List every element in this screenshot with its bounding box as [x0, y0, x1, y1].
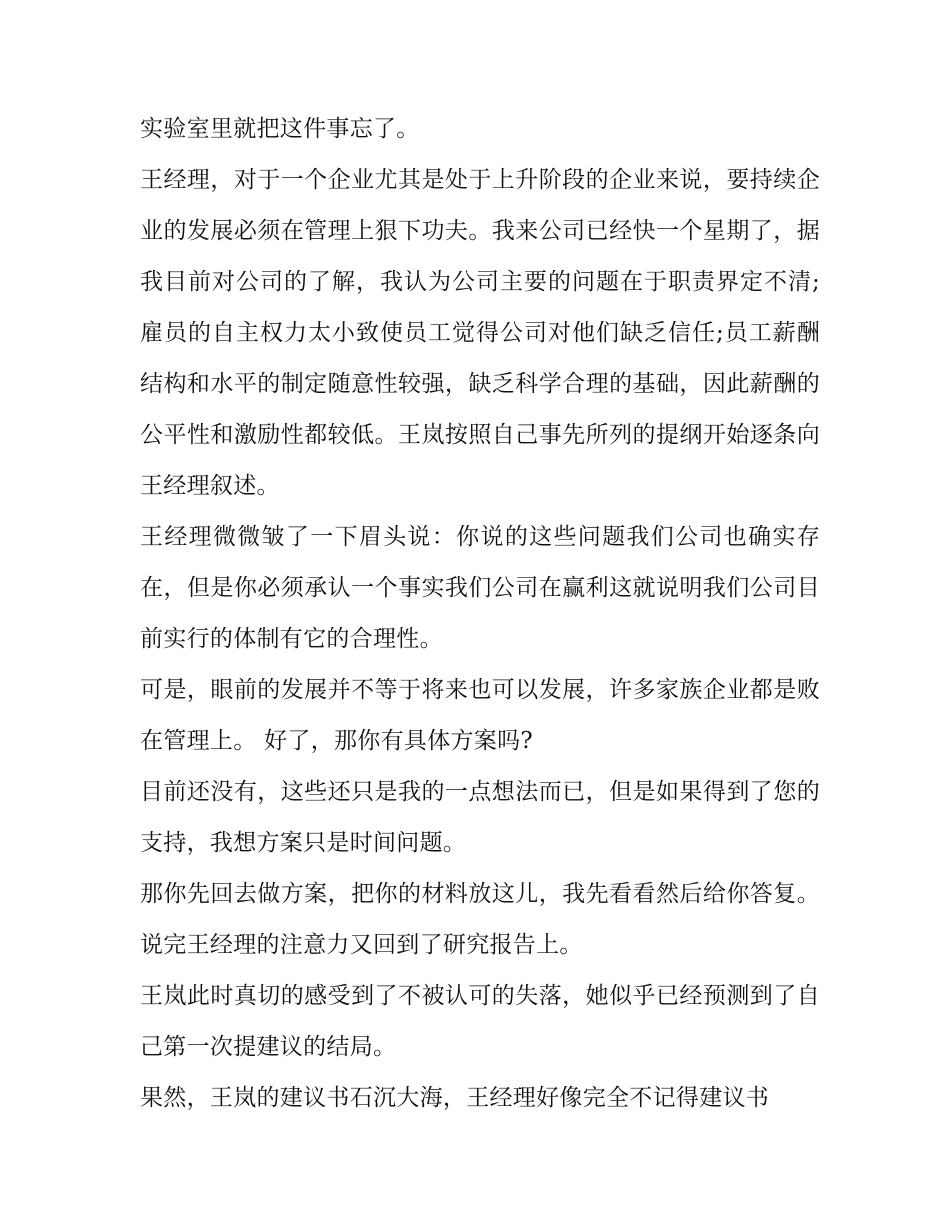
paragraph-2: 王经理，对于一个企业尤其是处于上升阶段的企业来说，要持续企业的发展必须在管理上狠下功夫。我来公司已经快一个星期了，据我目前对公司的了解，我认为公司主要的问题在于职责界定不清;雇员的自主权力太小致使员工觉得公司对他们缺乏信任;员工薪酬结构和水平的制定随意性较强，缺乏科学合理的基础，因此薪酬的公平性和激励性都较低。王岚按照自己事先所列的提纲开始逐条向王经理叙述。	[140, 167, 820, 499]
paragraph-1: 实验室里就把这件事忘了。	[140, 116, 420, 142]
paragraph-8: 果然，王岚的建议书石沉大海，王经理好像完全不记得建议书	[140, 1085, 770, 1111]
paragraph-6: 那你先回去做方案，把你的材料放这儿，我先看看然后给你答复。说完王经理的注意力又回到了研究报告上。	[140, 881, 820, 958]
paragraph-3: 王经理微微皱了一下眉头说：你说的这些问题我们公司也确实存在，但是你必须承认一个事实我们公司在赢利这就说明我们公司目前实行的体制有它的合理性。	[140, 524, 820, 652]
paragraph-4: 可是，眼前的发展并不等于将来也可以发展，许多家族企业都是败在管理上。 好了，那你有具体方案吗?	[140, 677, 820, 754]
paragraph-7: 王岚此时真切的感受到了不被认可的失落，她似乎已经预测到了自己第一次提建议的结局。	[140, 983, 820, 1060]
document-body	[140, 104, 820, 1124]
paragraph-5: 目前还没有，这些还只是我的一点想法而已，但是如果得到了您的支持，我想方案只是时间问题。	[140, 779, 820, 856]
